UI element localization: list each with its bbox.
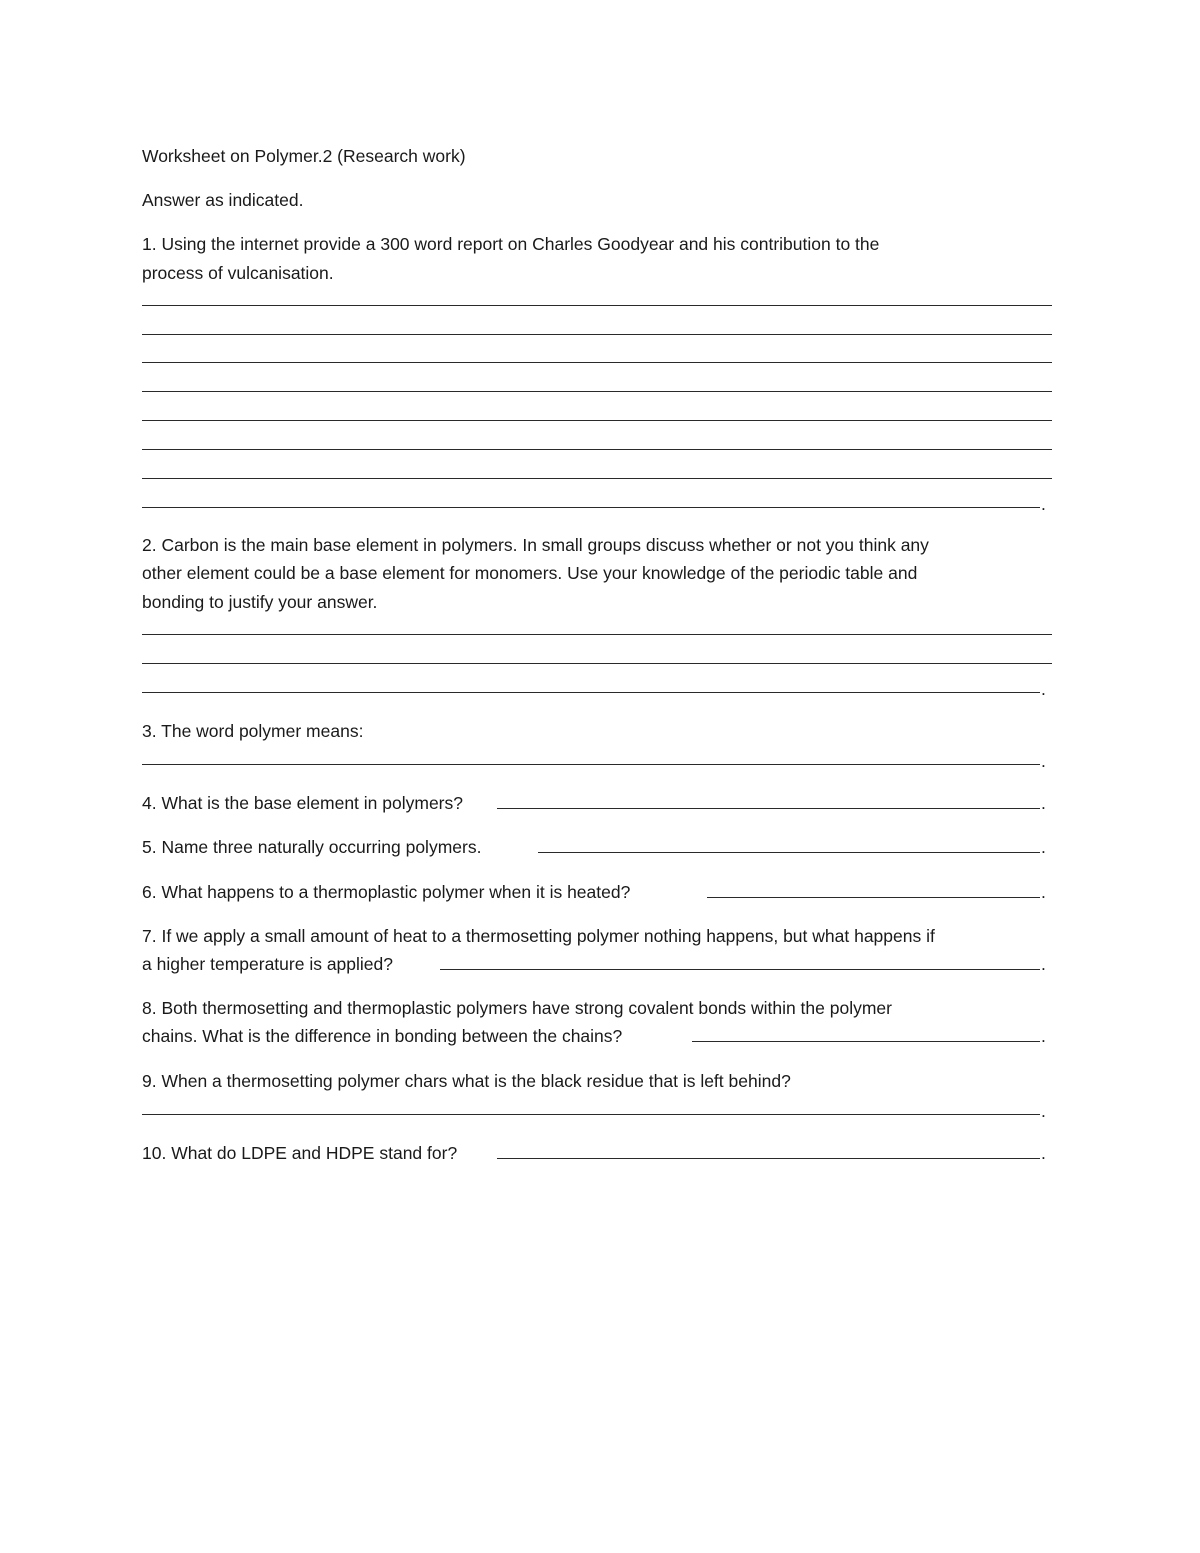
question-8-line-1: 8. Both thermosetting and thermoplastic polymers have strong covalent bonds within the polymer xyxy=(142,998,892,1018)
answer-line[interactable] xyxy=(142,1114,1040,1115)
answer-line[interactable] xyxy=(142,478,1052,479)
end-period: . xyxy=(1041,793,1046,813)
end-period: . xyxy=(1041,679,1046,699)
answer-line[interactable] xyxy=(142,420,1052,421)
question-7-line-2: a higher temperature is applied? xyxy=(142,954,393,974)
question-6-text: 6. What happens to a thermoplastic polymer when it is heated? xyxy=(142,882,631,902)
answer-line[interactable] xyxy=(497,808,1040,809)
answer-line[interactable] xyxy=(692,1041,1040,1042)
answer-line[interactable] xyxy=(142,391,1052,392)
answer-line[interactable] xyxy=(142,663,1052,664)
question-1-line-1: 1. Using the internet provide a 300 word report on Charles Goodyear and his contribution to the xyxy=(142,234,880,254)
end-period: . xyxy=(1041,954,1046,974)
answer-line[interactable] xyxy=(142,362,1052,363)
question-3-text: 3. The word polymer means: xyxy=(142,721,364,741)
answer-line[interactable] xyxy=(142,449,1052,450)
question-7-line-1: 7. If we apply a small amount of heat to a thermosetting polymer nothing happens, but what happens if xyxy=(142,926,935,946)
answer-line[interactable] xyxy=(142,305,1052,306)
answer-line[interactable] xyxy=(497,1158,1040,1159)
question-10-text: 10. What do LDPE and HDPE stand for? xyxy=(142,1143,458,1163)
question-2-line-2: other element could be a base element for monomers. Use your knowledge of the periodic table and xyxy=(142,563,918,583)
answer-line[interactable] xyxy=(142,334,1052,335)
answer-line[interactable] xyxy=(142,764,1040,765)
answer-line[interactable] xyxy=(142,507,1040,508)
question-1-line-2: process of vulcanisation. xyxy=(142,263,334,283)
question-8-line-2: chains. What is the difference in bonding between the chains? xyxy=(142,1026,623,1046)
instruction-text: Answer as indicated. xyxy=(142,190,304,210)
answer-line[interactable] xyxy=(538,852,1040,853)
answer-line[interactable] xyxy=(707,897,1040,898)
end-period: . xyxy=(1041,751,1046,771)
question-4-text: 4. What is the base element in polymers? xyxy=(142,793,463,813)
answer-line[interactable] xyxy=(440,969,1040,970)
answer-line[interactable] xyxy=(142,634,1052,635)
question-9-text: 9. When a thermosetting polymer chars what is the black residue that is left behind? xyxy=(142,1071,791,1091)
end-period: . xyxy=(1041,882,1046,902)
end-period: . xyxy=(1041,494,1046,514)
end-period: . xyxy=(1041,1026,1046,1046)
worksheet-title: Worksheet on Polymer.2 (Research work) xyxy=(142,146,466,166)
end-period: . xyxy=(1041,1101,1046,1121)
question-2-line-1: 2. Carbon is the main base element in polymers. In small groups discuss whether or not you think any xyxy=(142,535,929,555)
end-period: . xyxy=(1041,1143,1046,1163)
question-2-line-3: bonding to justify your answer. xyxy=(142,592,378,612)
answer-line[interactable] xyxy=(142,692,1040,693)
end-period: . xyxy=(1041,837,1046,857)
question-5-text: 5. Name three naturally occurring polymers. xyxy=(142,837,482,857)
